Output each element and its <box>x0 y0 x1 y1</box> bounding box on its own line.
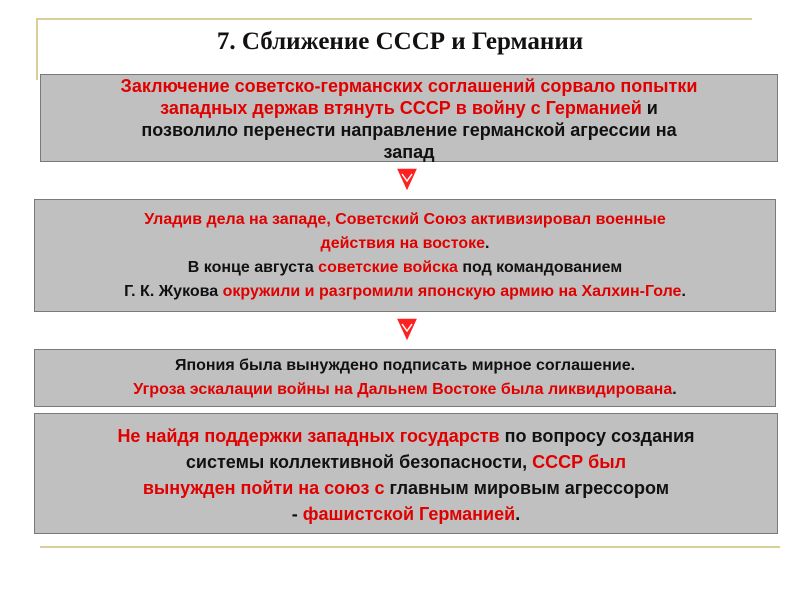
body-text: - <box>291 504 303 524</box>
highlight-text: фашистской Германией <box>302 504 516 524</box>
highlight-text: окружили и разгромили японскую армию на Халхин-Голе <box>222 283 682 300</box>
slide-title: 7. Сближение СССР и Германии <box>216 28 584 55</box>
highlight-text: западных держав втянуть СССР в войну с Германией <box>160 98 642 118</box>
body-text: . <box>515 504 521 524</box>
highlight-text: Уладив дела на западе, Советский Союз активизировал военные <box>144 211 666 228</box>
content-box-2 <box>34 199 776 312</box>
body-text: системы коллективной безопасности, <box>185 452 533 472</box>
box3-line-1: Япония была вынуждено подписать мирное соглашение. <box>174 357 636 374</box>
highlight-text: СССР был <box>532 452 627 472</box>
highlight-text: Угроза эскалации войны на Дальнем Востоке была ликвидирована <box>133 381 673 398</box>
box1-line-2 <box>41 97 777 119</box>
box4-line-1 <box>35 423 777 449</box>
box2-line-3 <box>35 256 775 280</box>
body-text: . <box>681 283 686 300</box>
body-text: и <box>641 98 658 118</box>
box1-line-3: позволило перенести направление германской агрессии на <box>141 120 677 140</box>
content-box-3 <box>34 349 776 407</box>
frame-line-bottom <box>40 546 780 548</box>
highlight-text: вынужден пойти на союз с <box>142 478 385 498</box>
box1-line-1 <box>41 75 777 97</box>
content-box-1 <box>40 74 778 162</box>
box1-line-4: запад <box>383 142 435 162</box>
box2-line-1 <box>35 208 775 232</box>
arrow-down-icon <box>393 166 421 194</box>
box4-line-2 <box>35 449 777 475</box>
box2-line-4 <box>35 280 775 304</box>
highlight-text: советские войска <box>318 259 458 276</box>
highlight-text: Заключение советско-германских соглашений сорвало попытки <box>120 76 698 96</box>
body-text: В конце августа <box>187 259 319 276</box>
box3-line-2 <box>35 378 775 402</box>
frame-line-top <box>36 18 752 20</box>
body-text: Г. К. Жукова <box>124 283 223 300</box>
highlight-text: действия на востоке <box>320 235 486 252</box>
body-text: под командованием <box>457 259 623 276</box>
body-text: . <box>672 381 677 398</box>
box4-line-3 <box>35 475 777 501</box>
body-text: . <box>485 235 490 252</box>
content-box-4 <box>34 413 778 534</box>
highlight-text: Не найдя поддержки западных государств <box>117 426 500 446</box>
arrow-down-icon <box>393 316 421 344</box>
body-text: главным мировым агрессором <box>384 478 670 498</box>
box2-line-2 <box>35 232 775 256</box>
body-text: по вопросу создания <box>499 426 695 446</box>
box4-line-4 <box>35 501 777 527</box>
